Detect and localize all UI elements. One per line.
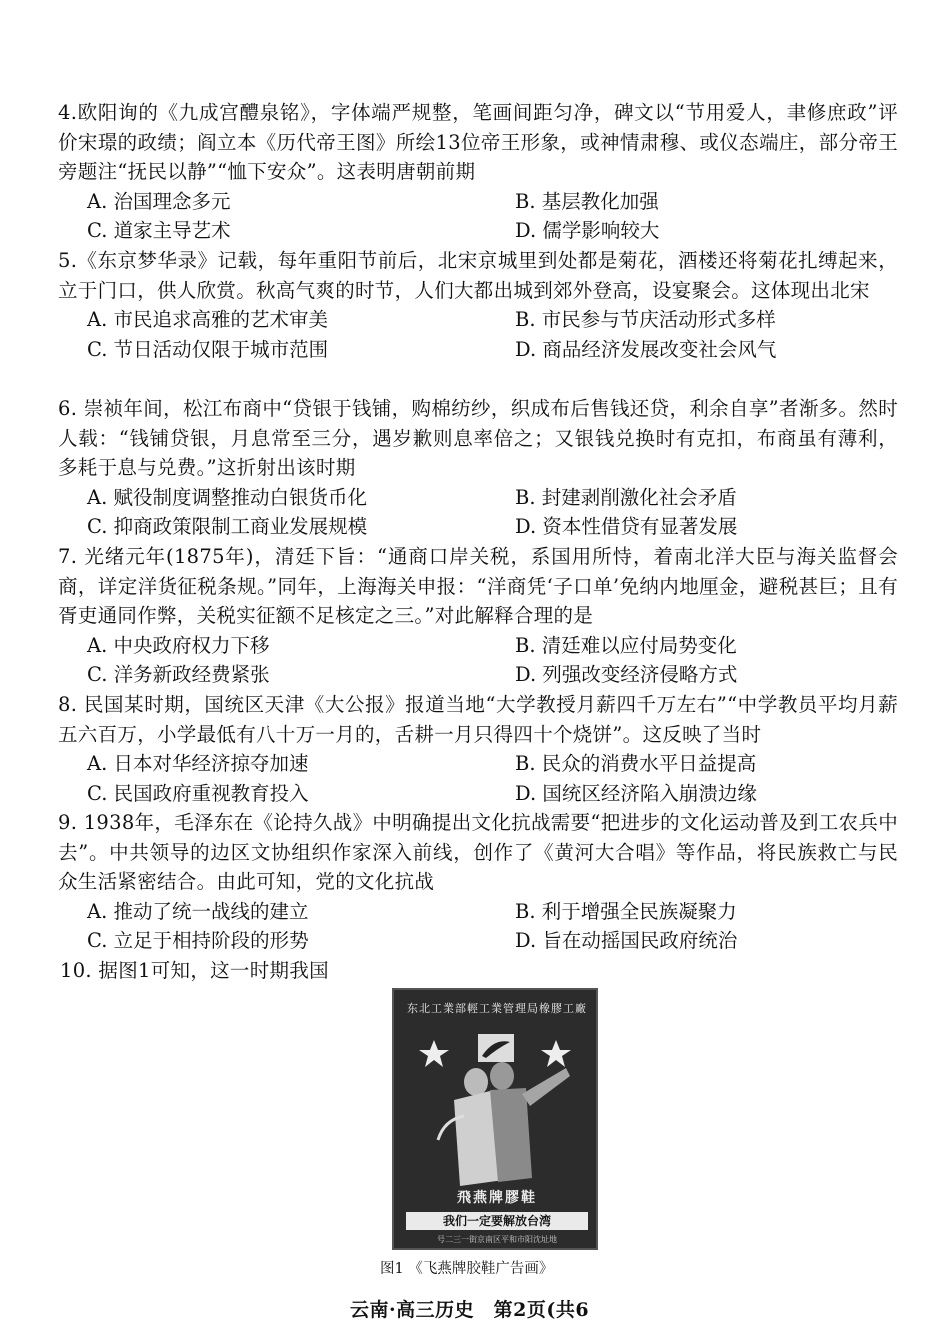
question-4 [58,98,898,246]
option-d: D. 商品经济发展改变社会风气 [515,337,777,361]
question-stem: 6. 崇祯年间，松江布商中“贷银于钱铺，购棉纺纱，织成布后售钱还贷，利余自享”者渐多。然时人载：“钱铺贷银，月息常至三分，遇岁歉则息率倍之；又银钱兑换时有克扣，布商虽有薄利，多耗于息与兑费。”这折射出该时期 [58,397,898,480]
question-9 [58,808,898,956]
poster-brand: 飛燕牌膠鞋 [457,1190,537,1206]
option-b: B. 民众的消费水平日益提高 [515,752,757,776]
question-stem: 8. 民国某时期，国统区天津《大公报》报道当地“大学教授月薪四千万左右”“中学教员平均月薪五六百万，小学最低有八十万一月的，舌耕一月只得四十个烧饼”。这反映了当时 [58,693,898,746]
option-d: D. 旨在动摇国民政府统治 [515,929,738,953]
question-10 [60,956,900,986]
option-a: A. 赋役制度调整推动白银货币化 [87,485,367,509]
option-c: C. 立足于相持阶段的形势 [87,929,309,953]
pointing-arm [522,1068,570,1106]
option-b: B. 基层教化加强 [515,189,659,213]
question-7 [58,542,898,690]
options [87,631,898,690]
option-d: D. 儒学影响较大 [515,219,660,243]
option-c: C. 节日活动仅限于城市范围 [87,337,329,361]
option-c: C. 抑商政策限制工商业发展规模 [87,515,368,539]
option-a: A. 日本对华经济掠夺加速 [87,752,309,776]
option-d: D. 列强改变经济侵略方式 [515,663,738,687]
poster-factory-title: 东北工業部輕工業管理局橡膠工廠 [407,1002,587,1015]
option-d: D. 资本性借贷有显著发展 [515,515,738,539]
options [87,305,898,364]
star-icon [541,1040,571,1067]
options [87,897,898,956]
option-d: D. 国统区经济陷入崩溃边缘 [515,781,757,805]
question-stem: 9. 1938年，毛泽东在《论持久战》中明确提出文化抗战需要“把进步的文化运动普及到工农兵中去”。中共领导的边区文协组织作家深入前线，创作了《黄河大合唱》等作品，将民族救亡与民众生活紧密结合。由此可知，党的文化抗战 [58,811,898,894]
question-5 [58,246,898,364]
options [87,483,898,542]
option-b: B. 市民参与节庆活动形式多样 [515,308,776,332]
option-b: B. 清廷难以应付局势变化 [515,633,737,657]
poster-address: 号二三一街京南区平和市阳沈址地 [437,1235,557,1244]
question-6 [58,394,898,542]
question-stem: 4.欧阳询的《九成宫醴泉铭》，字体端严规整，笔画间距匀净，碑文以“节用爱人，聿修庶政”评价宋璟的政绩；阎立本《历代帝王图》所绘13位帝王形象，或神情肃穆、或仪态端庄，部分帝王旁题注“抚民以静”“恤下安众”。这表明唐朝前期 [58,101,898,184]
option-c: C. 道家主导艺术 [87,219,231,243]
options [87,187,898,246]
options [87,749,898,808]
poster-slogan: 我们一定要解放台湾 [406,1212,588,1230]
option-a: A. 中央政府权力下移 [87,633,270,657]
question-stem: 10. 据图1可知，这一时期我国 [60,959,329,982]
option-a: A. 市民追求高雅的艺术审美 [87,308,328,332]
option-c: C. 民国政府重视教育投入 [87,781,309,805]
option-b: B. 封建剥削激化社会矛盾 [515,485,737,509]
option-c: C. 洋务新政经费紧张 [87,663,270,687]
figure-head [490,1062,514,1090]
question-stem: 7. 光绪元年(1875年)，清廷下旨：“通商口岸关税，系国用所恃，着南北洋大臣与海关监督会商，详定洋货征税条规。”同年，上海海关申报：“洋商凭‘子口单’免纳内地厘金，避税甚巨；且有胥吏通同作弊，关税实征额不足核定之三。”对此解释合理的是 [58,545,898,628]
option-b: B. 利于增强全民族凝聚力 [515,899,737,923]
figure-head [464,1068,488,1096]
option-a: A. 治国理念多元 [87,189,231,213]
page-footer: 云南·高三历史 第2页(共6 [350,1299,590,1321]
question-8 [58,690,898,808]
question-stem: 5.《东京梦华录》记载，每年重阳节前后，北宋京城里到处都是菊花，酒楼还将菊花扎缚起来，立于门口，供人欣赏。秋高气爽的时节，人们大都出城到郊外登高，设宴聚会。这体现出北宋 [58,249,898,302]
poster-illustration [394,990,596,1248]
figure-caption: 图1 《飞燕牌胶鞋广告画》 [380,1261,554,1277]
star-icon [419,1040,449,1067]
option-a: A. 推动了统一战线的建立 [87,899,309,923]
poster-figure [392,988,598,1250]
